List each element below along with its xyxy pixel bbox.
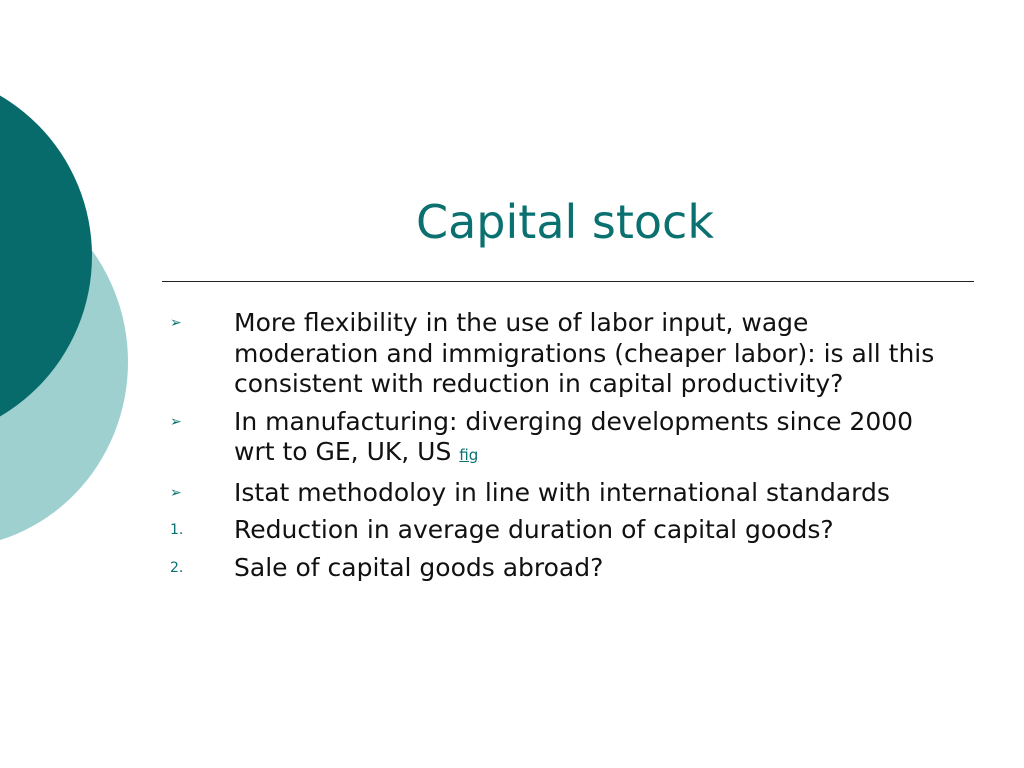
- list-number: 1.: [170, 522, 184, 538]
- list-item: [170, 407, 950, 471]
- list-item: [170, 478, 950, 509]
- list-item-text: Sale of capital goods abroad?: [234, 552, 604, 582]
- arrow-bullet-icon: ➢: [170, 315, 182, 331]
- list-item: [170, 308, 950, 400]
- arrow-bullet-icon: ➢: [170, 484, 182, 501]
- slide-title: Capital stock: [416, 195, 714, 249]
- list-number: 2.: [170, 559, 184, 576]
- fig-link[interactable]: fig: [459, 446, 479, 464]
- arrow-bullet-icon: ➢: [170, 413, 182, 430]
- list-item: [170, 515, 950, 546]
- list-item-text: Istat methodoloy in line with international standards: [234, 477, 890, 507]
- title-divider: [162, 281, 974, 282]
- list-item-text-content: In manufacturing: diverging developments since 2000 wrt to GE, UK, US: [234, 406, 914, 466]
- list-item-text: [234, 407, 950, 471]
- bullet-list: [170, 308, 950, 590]
- list-item-text: More flexibility in the use of labor input, wage moderation and immigrations (cheaper labor): is all this consistent with reduction in capital productivity?: [234, 308, 935, 398]
- list-item-text: Reduction in average duration of capital goods?: [234, 515, 834, 544]
- list-item: [170, 553, 950, 584]
